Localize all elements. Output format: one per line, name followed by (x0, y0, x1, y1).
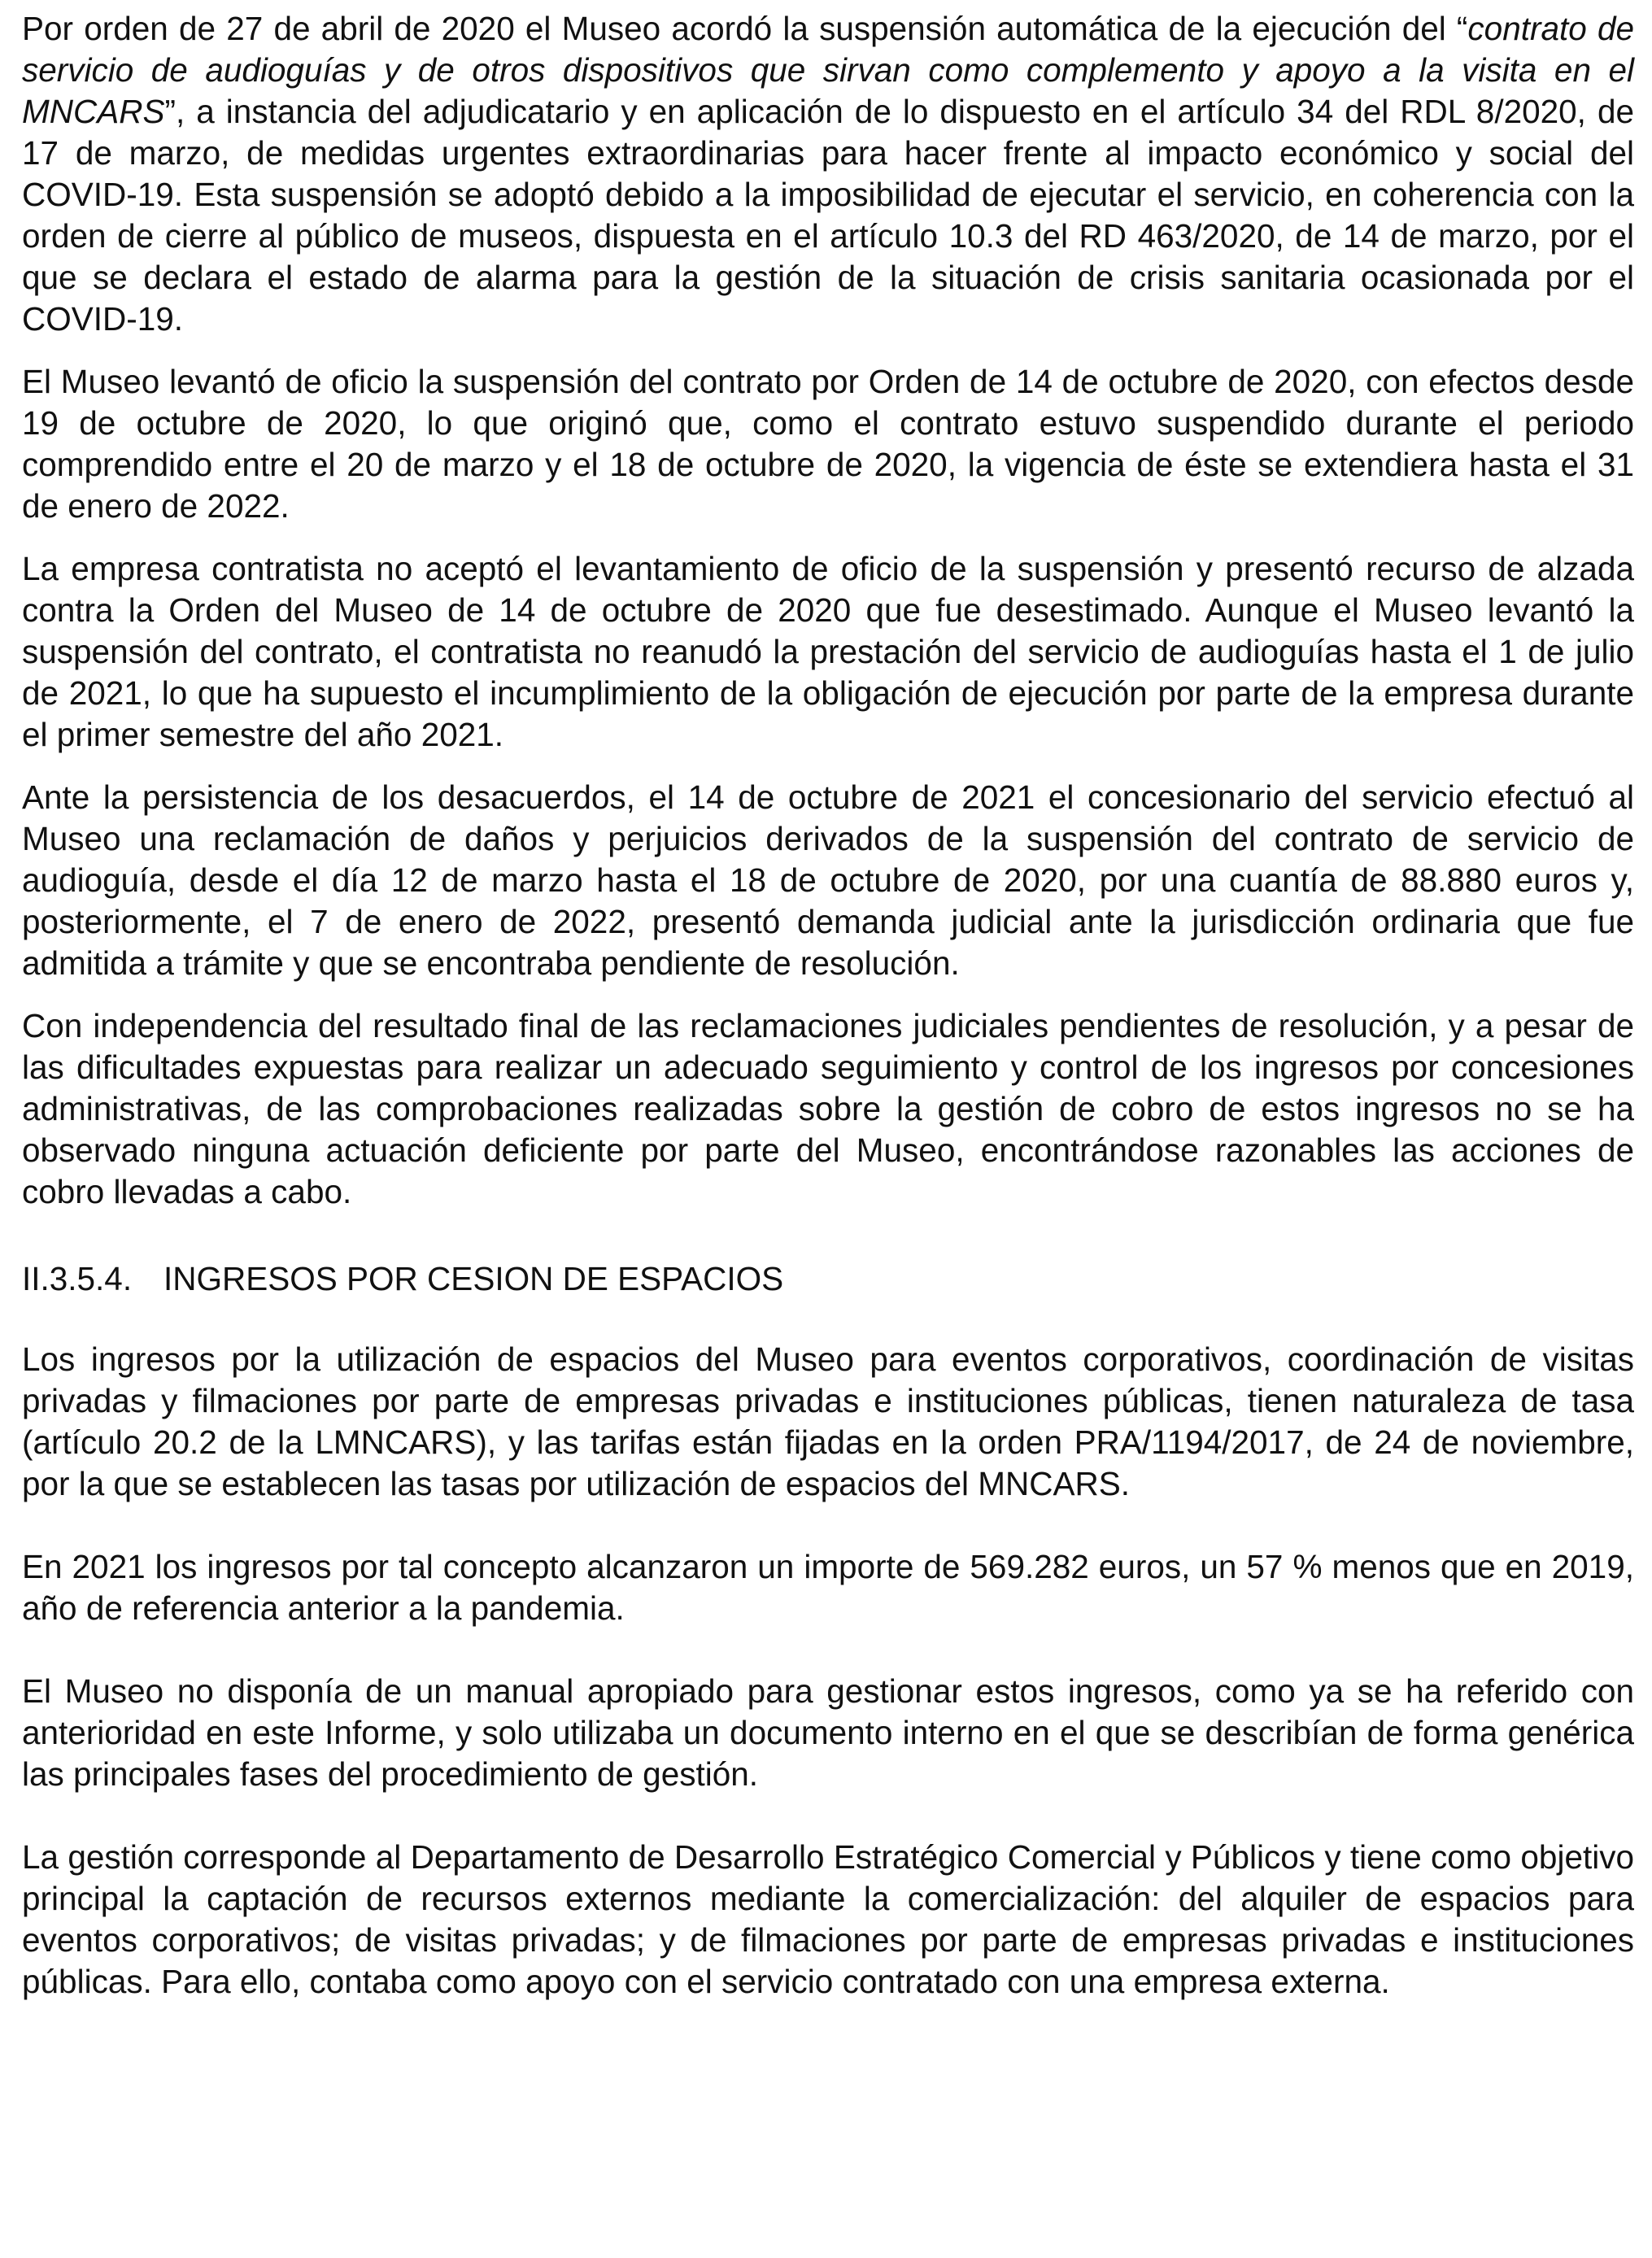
contract-name-italic: contrato de servicio de audioguías y de otros dispositivos que sirvan como complemento y apoyo a la visita en el MNCARS (22, 10, 1634, 130)
paragraph-conclusion: Con independencia del resultado final de las reclamaciones judiciales pendientes de resolución, y a pesar de las dificultades expuestas para realizar un adecuado seguimiento y control de los ingresos por concesiones administrativas, de las comprobaciones realizadas sobre la gestión de cobro de estos ingresos no se ha observado ninguna actuación deficiente por parte del Museo, encontrándose razonables las acciones de cobro llevadas a cabo. (22, 1007, 1634, 1210)
paragraph-suspension-suffix: ”, a instancia del adjudicatario y en aplicación de lo dispuesto en el artículo 34 del RDL 8/2020, de 17 de marzo, de medidas urgentes extraordinarias para hacer frente al impacto económico y social del COVID-19. Esta suspensión se adoptó debido a la imposibilidad de ejecutar el servicio, en coherencia con la orden de cierre al público de museos, dispuesta en el artículo 10.3 del RD 463/2020, de 14 de marzo, por el que se declara el estado de alarma para la gestión de la situación de crisis sanitaria ocasionada por el COVID-19. (22, 93, 1634, 338)
section-title: INGRESOS POR CESION DE ESPACIOS (163, 1260, 784, 1297)
paragraph-2021-amount: En 2021 los ingresos por tal concepto alcanzaron un importe de 569.282 euros, un 57 % menos que en 2019, año de referencia anterior a la pandemia. (22, 1548, 1634, 1627)
paragraph-manual: El Museo no disponía de un manual apropiado para gestionar estos ingresos, como ya se ha referido con anterioridad en este Informe, y solo utilizaba un documento interno en el que se describían de forma genérica las principales fases del procedimiento de gestión. (22, 1672, 1634, 1793)
section-heading (22, 1258, 1634, 1300)
paragraph-management: La gestión corresponde al Departamento de Desarrollo Estratégico Comercial y Públicos y tiene como objetivo principal la captación de recursos externos mediante la comercialización: del alquiler de espacios para eventos corporativos; de visitas privadas; y de filmaciones por parte de empresas privadas e instituciones públicas. Para ello, contaba como apoyo con el servicio contratado con una empresa externa. (22, 1838, 1634, 2000)
paragraph-claim: Ante la persistencia de los desacuerdos, el 14 de octubre de 2021 el concesionario del servicio efectuó al Museo una reclamación de daños y perjuicios derivados de la suspensión del contrato de servicio de audioguía, desde el día 12 de marzo hasta el 18 de octubre de 2020, por una cuantía de 88.880 euros y, posteriormente, el 7 de enero de 2022, presentó demanda judicial ante la jurisdicción ordinaria que fue admitida a trámite y que se encontraba pendiente de resolución. (22, 778, 1634, 982)
paragraph-suspension-prefix: Por orden de 27 de abril de 2020 el Museo acordó la suspensión automática de la ejecución del “ (22, 10, 1468, 47)
paragraph-lifting: El Museo levantó de oficio la suspensión del contrato por Orden de 14 de octubre de 2020, con efectos desde 19 de octubre de 2020, lo que originó que, como el contrato estuvo suspendido durante el periodo comprendido entre el 20 de marzo y el 18 de octubre de 2020, la vigencia de éste se extendiera hasta el 31 de enero de 2022. (22, 363, 1634, 525)
paragraph-appeal: La empresa contratista no aceptó el levantamiento de oficio de la suspensión y presentó recurso de alzada contra la Orden del Museo de 14 de octubre de 2020 que fue desestimado. Aunque el Museo levantó la suspensión del contrato, el contratista no reanudó la prestación del servicio de audioguías hasta el 1 de julio de 2021, lo que ha supuesto el incumplimiento de la obligación de ejecución por parte de la empresa durante el primer semestre del año 2021. (22, 550, 1634, 753)
paragraph-space-income: Los ingresos por la utilización de espacios del Museo para eventos corporativos, coordinación de visitas privadas y filmaciones por parte de empresas privadas e instituciones públicas, tienen naturaleza de tasa (artículo 20.2 de la LMNCARS), y las tarifas están fijadas en la orden PRA/1194/2017, de 24 de noviembre, por la que se establecen las tasas por utilización de espacios del MNCARS. (22, 1340, 1634, 1502)
paragraph-suspension (22, 8, 1634, 340)
section-number: II.3.5.4. (22, 1260, 133, 1297)
